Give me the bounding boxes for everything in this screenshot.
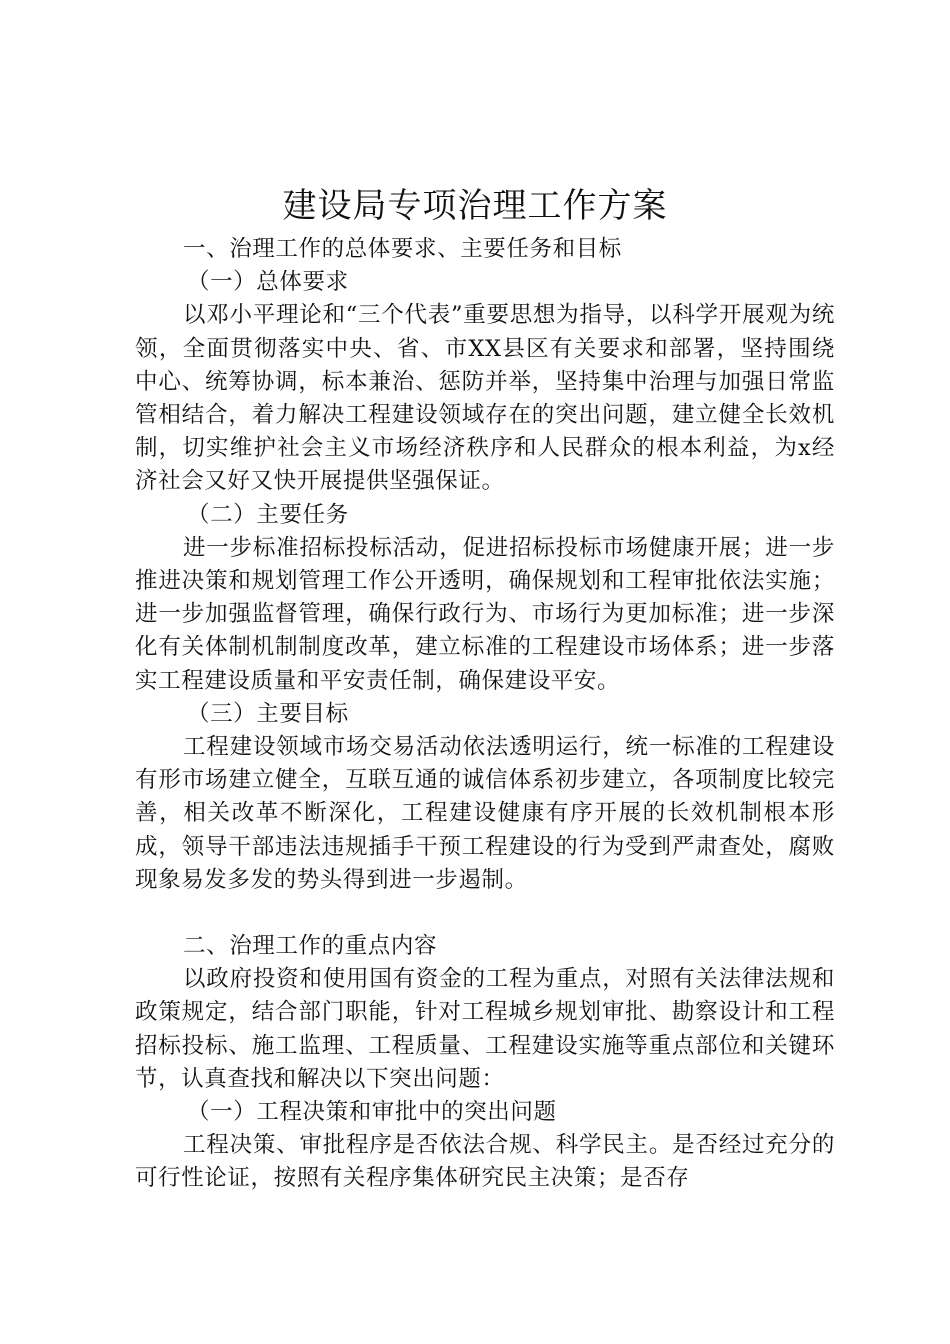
section-1-heading: 一、治理工作的总体要求、主要任务和目标 xyxy=(183,236,622,262)
section-1-sub1-heading: （一）总体要求 xyxy=(187,269,349,296)
section-1-sub2-body: 进一步标准招标投标活动，促进招标投标市场健康开展；进一步推进决策和规划管理工作公开透明，确保规划和工程审批依法实施；进一步加强监督管理，确保行政行为、市场行为更加标准；进一步深化有关体制机制制度改革，建立标准的工程建设市场体系；进一步落实工程建设质量和平安责任制，确保建设平安。 xyxy=(135,534,835,694)
section-2-intro: 以政府投资和使用国有资金的工程为重点，对照有关法律法规和政策规定，结合部门职能，针对工程城乡规划审批、勘察设计和工程招标投标、施工监理、工程质量、工程建设实施等重点部位和关键环节，认真查找和解决以下突出问题： xyxy=(135,966,835,1092)
section-spacer xyxy=(135,897,835,930)
section-2-sub1-body: 工程决策、审批程序是否依法合规、科学民主。是否经过充分的可行性论证，按照有关程序集体研究民主决策；是否存 xyxy=(135,1132,835,1192)
section-2-heading: 二、治理工作的重点内容 xyxy=(183,933,438,960)
document-body xyxy=(135,233,835,1196)
section-1-sub3-heading: （三）主要目标 xyxy=(187,700,349,727)
section-1-sub2-heading: （二）主要任务 xyxy=(187,501,349,528)
section-1-sub1-body: 以邓小平理论和“三个代表”重要思想为指导，以科学开展观为统领，全面贯彻落实中央、省、市XX县区有关要求和部署，坚持围绕中心、统筹协调，标本兼治、惩防并举，坚持集中治理与加强日常监管相结合，着力解决工程建设领域存在的突出问题，建立健全长效机制，切实维护社会主义市场经济秩序和人民群众的根本利益，为x经济社会又好又快开展提供坚强保证。 xyxy=(135,302,835,495)
section-2-sub1-heading: （一）工程决策和审批中的突出问题 xyxy=(187,1099,557,1126)
section-1-sub3-body: 工程建设领域市场交易活动依法透明运行，统一标准的工程建设有形市场建立健全，互联互通的诚信体系初步建立，各项制度比较完善，相关改革不断深化，工程建设健康有序开展的长效机制根本形成，领导干部违法违规插手干预工程建设的行为受到严肃查处，腐败现象易发多发的势头得到进一步遏制。 xyxy=(135,734,835,893)
document-title: 建设局专项治理工作方案 xyxy=(282,186,668,226)
